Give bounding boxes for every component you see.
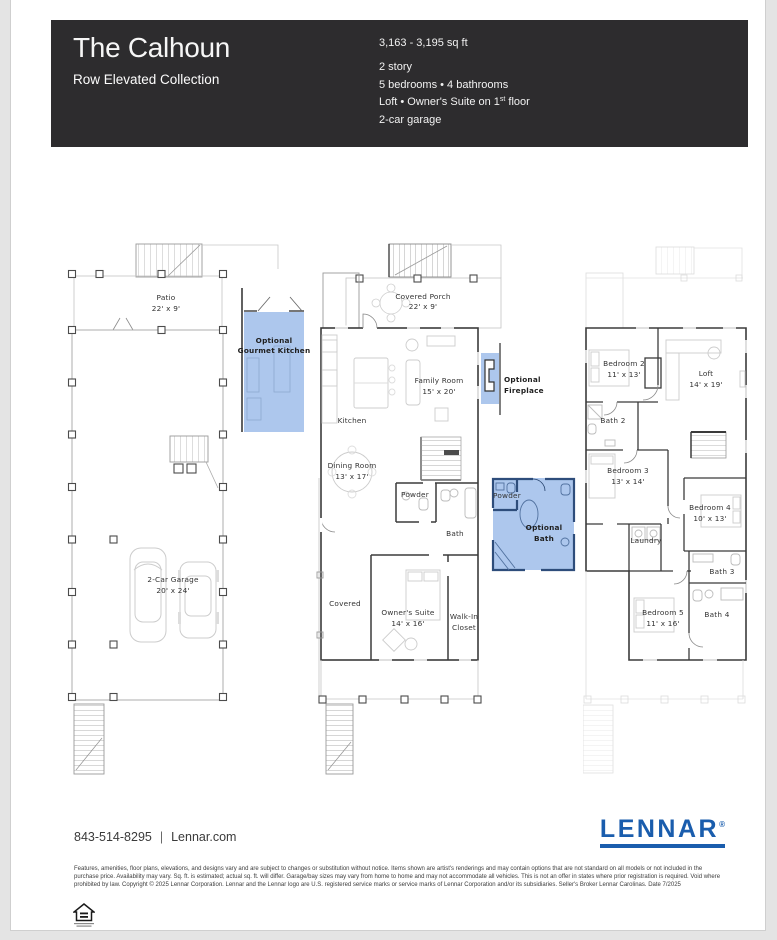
bedroom3-dims: 13' x 14' (611, 477, 645, 486)
loft-dims: 14' x 19' (689, 380, 723, 389)
header-banner (51, 20, 748, 147)
bath3-fixtures (693, 554, 740, 565)
garage-level-plan (66, 240, 316, 790)
stairwell (691, 432, 726, 458)
optional-fireplace-label-2: Fireplace (504, 386, 544, 395)
second-floor-plan (583, 240, 751, 790)
powder2-label: Powder (493, 491, 521, 500)
spec-garage: 2-car garage (379, 114, 442, 126)
optional-kitchen-label-1: Optional (255, 336, 293, 345)
bath3-label: Bath 3 (709, 567, 735, 576)
interior-stair (421, 437, 461, 480)
front-porch-row (319, 660, 481, 774)
lennar-logo-underline (600, 844, 725, 848)
brochure-page (10, 0, 766, 931)
spec-beds-baths: 5 bedrooms • 4 bathrooms (379, 79, 509, 91)
patio-dims: 22' x 9' (151, 304, 181, 313)
contact-row (74, 830, 236, 844)
plan-title: The Calhoun (73, 32, 231, 63)
kitchen-fixtures (322, 335, 395, 423)
optional-gourmet-kitchen-highlight (242, 288, 304, 432)
collection-subtitle: Row Elevated Collection (73, 72, 220, 87)
bedroom5-label: Bedroom 5 (642, 608, 684, 617)
spec-loft-suite: Loft • Owner's Suite on 1st floor (379, 96, 530, 108)
covered-porch-label: Covered Porch (395, 292, 451, 301)
bedroom3-label: Bedroom 3 (607, 466, 649, 475)
owners-suite-label: Owner's Suite (381, 608, 435, 617)
patio-area (74, 276, 222, 330)
website-link: Lennar.com (171, 830, 237, 844)
spec-stories: 2 story (379, 61, 413, 73)
phone-number: 843-514-8295 (74, 830, 152, 844)
spec-sqft: 3,163 - 3,195 sq ft (379, 37, 468, 49)
porch-entry-stair (389, 244, 501, 278)
walk-in-closet-label-2: Closet (452, 623, 476, 632)
optional-bath-label-1: Optional (525, 523, 563, 532)
optional-kitchen-label-2: Gourmet Kitchen (237, 346, 311, 355)
garage-dims: 20' x 24' (156, 586, 190, 595)
optional-fireplace-highlight (481, 343, 500, 415)
car-outline-1 (130, 548, 166, 642)
bath2-label: Bath 2 (600, 416, 626, 425)
side-structure (323, 273, 359, 328)
bath2-fixtures (588, 405, 615, 446)
bath4-label: Bath 4 (704, 610, 730, 619)
lower-exterior-stair (74, 704, 104, 774)
registered-mark: ® (719, 820, 725, 829)
lennar-logo-text: LENNAR (599, 815, 720, 843)
patio-entry-stair (136, 244, 278, 277)
bath4-fixtures (693, 588, 743, 601)
bedroom4-label: Bedroom 4 (689, 503, 731, 512)
bath-label: Bath (446, 529, 464, 538)
equal-housing-opportunity-icon (73, 903, 95, 929)
bedroom2-dims: 11' x 13' (607, 370, 641, 379)
building-shell (72, 330, 223, 700)
porch-door (363, 314, 377, 331)
garage-label: 2-Car Garage (147, 575, 199, 584)
dining-room-dims: 13' x 17' (335, 472, 369, 481)
loft-label: Loft (698, 369, 714, 378)
dining-room-label: Dining Room (327, 461, 377, 470)
family-room-label: Family Room (414, 376, 464, 385)
bedroom4-dims: 10' x 13' (693, 514, 727, 523)
covered-porch-dims: 22' x 9' (408, 302, 438, 311)
bedroom2-furniture (589, 350, 629, 386)
faint-below-outline (586, 247, 743, 328)
kitchen-label: Kitchen (337, 416, 367, 425)
contact-divider: | (159, 830, 164, 844)
first-floor-plan (311, 240, 586, 790)
family-room-dims: 15' x 20' (422, 387, 456, 396)
interior-stair (170, 436, 218, 488)
optional-fireplace-label-1: Optional (504, 375, 541, 384)
optional-bath-label-2: Bath (534, 534, 554, 543)
lennar-logo (600, 817, 725, 848)
front-entry-stair (326, 704, 353, 774)
faint-porch-below (583, 571, 745, 773)
bedroom3-furniture (589, 454, 615, 498)
patio-label: Patio (156, 293, 176, 302)
bedroom2-label: Bedroom 2 (603, 359, 645, 368)
car-outline-2 (178, 562, 219, 638)
laundry-label: Laundry (630, 536, 662, 545)
bedroom5-dims: 11' x 16' (646, 619, 680, 628)
structural-columns (69, 271, 227, 701)
owners-suite-dims: 14' x 16' (391, 619, 425, 628)
covered-porch-left (317, 478, 335, 700)
covered-label: Covered (329, 599, 361, 608)
powder-label: Powder (401, 490, 429, 499)
legal-disclaimer: Features, amenities, floor plans, elevations, and designs vary and are subject to changes or substitution without notice. Items shown are artist's renderings and may contain options that are not standard on all models or not included in the purchase price. Availability may vary. Sq. ft. is estimated; actual sq. ft. will differ. Garage/bay sizes may vary from home to home and may not accommodate all vehicles. This is not an offer in states where prior registration is required. Void where prohibited by law. Copyright © 2025 Lennar Corporation. Lennar and the Lennar logo are U.S. registered service marks or service marks of Lennar Corporation and/or its subsidiaries. Seller's Broker Lennar Carolinas. Date 7/2025 (74, 866, 721, 888)
walk-in-closet-label-1: Walk-In (449, 612, 479, 621)
